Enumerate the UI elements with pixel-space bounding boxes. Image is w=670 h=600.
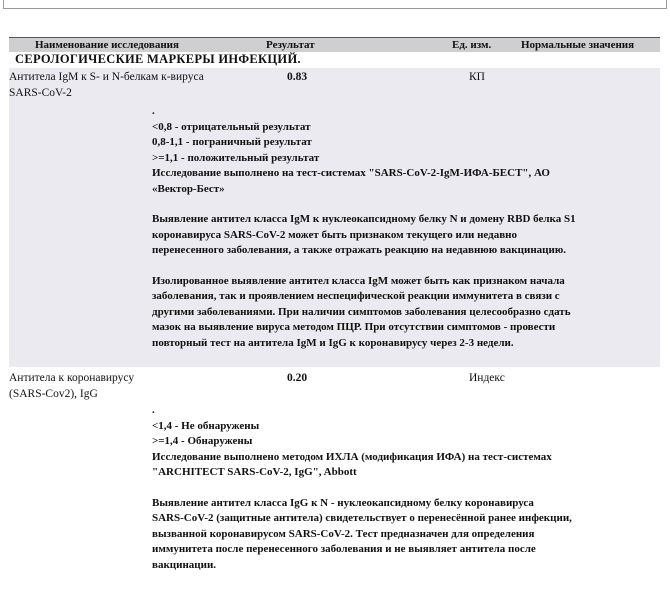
test-unit: Индекс — [469, 372, 505, 384]
previous-section-box — [3, 0, 667, 9]
table-row — [9, 68, 660, 367]
header-name: Наименование исследования — [35, 39, 179, 51]
table-header — [9, 37, 660, 52]
header-result: Результат — [266, 39, 315, 51]
test-name: Антитела к коронавирусу (SARS-Cov2), IgG — [9, 372, 135, 400]
test-unit: КП — [469, 71, 485, 83]
test-result: 0.83 — [287, 71, 308, 83]
test-name: Антитела IgM к S- и N-белкам к-вируса SARS-CoV-2 — [9, 71, 204, 99]
section-title: СЕРОЛОГИЧЕСКИЕ МАРКЕРЫ ИНФЕКЦИЙ. — [15, 52, 301, 66]
test-comment: . <0,8 - отрицательный результат 0,8-1,1 - пограничный результат >=1,1 - положительный результат Исследование выполнено на тест-системах "SARS-CoV-2-IgM-ИФА-БЕСТ", АО «Вектор-Бест» Выявление антител класса IgM к нуклеокапсидному белку N и домену RBD белка S1 коронавируса SARS-CoV-2 может быть признаком текущего или недавно перенесенного заболевания, а также отражать реакцию на недавнюю вакцинацию. Изолированное выявление антител класса IgM может быть как признаком начала заболевания, так и проявлением неспецифической реакции иммунитета в связи с другими заболеваниями. При наличии симптомов заболевания целесообразно сдать мазок на выявление вируса методом ПЦР. При отсутствии симптомов - провести повторный тест на антитела IgM и IgG к коронавирусу через 2-3 недели. — [152, 105, 576, 349]
table-row — [9, 369, 660, 594]
test-comment: . <1,4 - Не обнаружены >=1,4 - Обнаружены Исследование выполнено методом ИХЛА (модификация ИФА) на тест-системах "ARCHITECT SARS-CoV-2, IgG", Abbott Выявление антител класса IgG к N - нуклеокапсидному белку коронавируса SARS-CoV-2 (защитные антитела) свидетельствует о перенесённой ранее инфекции, вызванной коронавирусом SARS-CoV-2. Тест предназначен для определения иммунитета после перенесенного заболевания и не выявляет антитела после вакцинации. — [152, 404, 572, 571]
header-unit: Ед. изм. — [452, 39, 492, 51]
header-norm: Нормальные значения — [521, 39, 635, 51]
test-result: 0.20 — [287, 372, 308, 384]
